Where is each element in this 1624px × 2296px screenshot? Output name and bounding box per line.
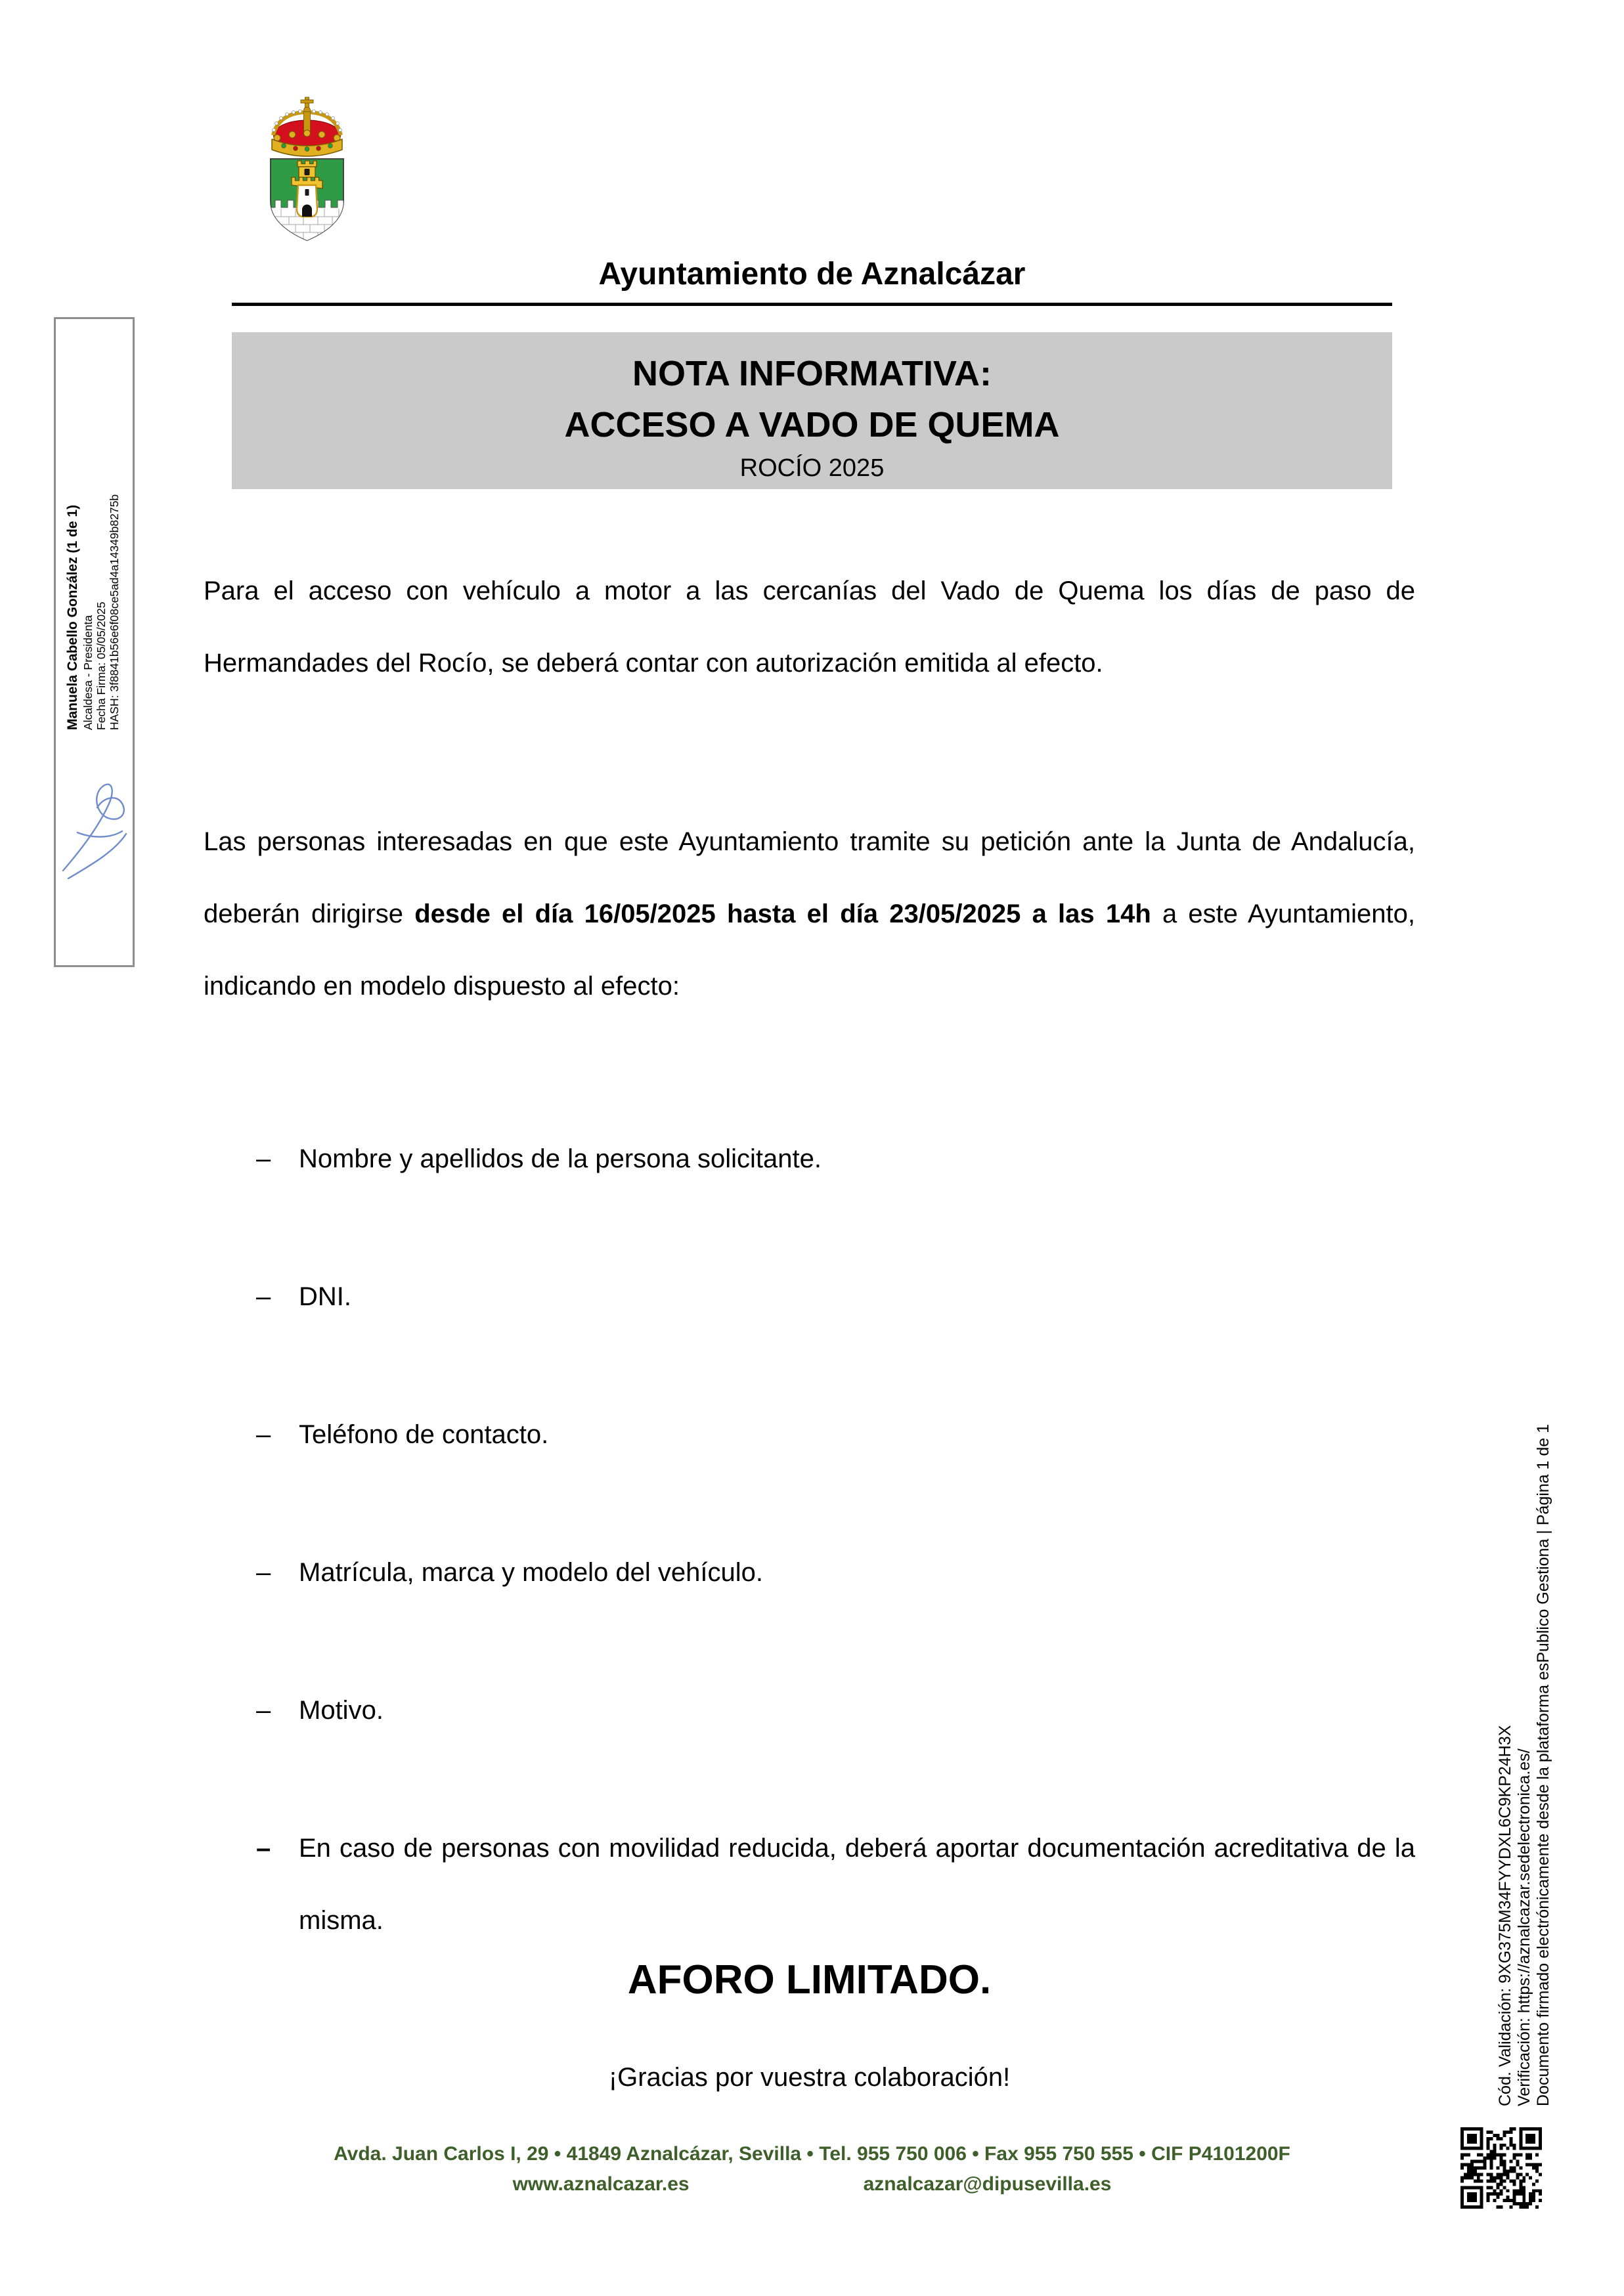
- shield: [269, 159, 349, 244]
- bullet-dash: –: [256, 1420, 271, 1449]
- coat-of-arms: [264, 96, 350, 246]
- requirements-list: [204, 1123, 1415, 2022]
- footer: [197, 2139, 1427, 2199]
- list-item: [204, 1812, 1415, 1957]
- bullet-dash: –: [256, 1834, 271, 1863]
- notice-subtitle: ROCÍO 2025: [739, 454, 885, 482]
- signature-hash: HASH: 3f8841b56e6f08ce5ad4a14349b8275b: [108, 494, 121, 730]
- list-item-text: En caso de personas con movilidad reducida, deberá aportar documentación acreditativa de la misma.: [299, 1834, 1415, 1935]
- signed-document-note: Documento firmado electrónicamente desde la plataforma esPublico Gestiona | Página 1 de 1: [1534, 1423, 1552, 2106]
- handwritten-signature: [58, 754, 131, 885]
- footer-address: Avda. Juan Carlos I, 29 • 41849 Aznalcázar, Sevilla • Tel. 955 750 006 • Fax 955 750 555 • CIF P4101200F: [334, 2143, 1290, 2165]
- list-item: [204, 1398, 1415, 1471]
- footer-website: www.aznalcazar.es: [512, 2173, 690, 2195]
- list-item-text: Motivo.: [299, 1696, 384, 1725]
- signature-stamp-text: [64, 422, 121, 730]
- thanks-message: ¡Gracias por vuestra colaboración!: [608, 2063, 1011, 2092]
- verification-strip: [1496, 1377, 1553, 2106]
- page-title: Ayuntamiento de Aznalcázar: [598, 257, 1026, 292]
- list-item-text: DNI.: [299, 1282, 351, 1311]
- list-item: [204, 1261, 1415, 1333]
- paragraph-deadline: [204, 806, 1415, 1022]
- bullet-dash: –: [256, 1558, 271, 1587]
- bullet-dash: –: [256, 1282, 271, 1311]
- header-divider: [232, 303, 1392, 306]
- list-item: [204, 1123, 1415, 1195]
- validation-code: Cód. Validación: 9XG375M34FYYDXL6C9KP24H3X: [1496, 1725, 1514, 2106]
- signer-name: Manuela Cabello González (1 de 1): [65, 504, 80, 730]
- list-item-text: Nombre y apellidos de la persona solicitante.: [299, 1144, 822, 1173]
- paragraph-intro: Para el acceso con vehículo a motor a las cercanías del Vado de Quema los días de paso de Hermandades del Rocío, se deberá contar con autorización emitida al efecto.: [204, 576, 1415, 678]
- bullet-dash: –: [256, 1696, 271, 1725]
- paragraph-deadline-after: a este Ayuntamiento, indicando en modelo dispuesto al efecto:: [204, 899, 1415, 1001]
- list-item: [204, 1536, 1415, 1609]
- list-item-text: Teléfono de contacto.: [299, 1420, 549, 1449]
- notice-title-line1: NOTA INFORMATIVA:: [632, 354, 992, 393]
- signature-date: Fecha Firma: 05/05/2025: [95, 601, 108, 730]
- capacity-warning: AFORO LIMITADO.: [627, 1957, 992, 2003]
- notice-title-box: [232, 332, 1392, 489]
- paragraph-deadline-before: Las personas interesadas en que este Ayuntamiento tramite su petición ante la Junta de Andalucía, deberán dirigirse: [204, 827, 1415, 928]
- footer-contacts: [197, 2169, 1427, 2199]
- paragraph-deadline-dates: desde el día 16/05/2025 hasta el día 23/05/2025 a las 14h: [414, 899, 1151, 928]
- crown: [272, 97, 342, 156]
- notice-title-line2: ACCESO A VADO DE QUEMA: [564, 405, 1060, 444]
- qr-code: [1454, 2121, 1548, 2215]
- signer-role: Alcaldesa - Presidenta: [81, 615, 95, 730]
- footer-email: aznalcazar@dipusevilla.es: [863, 2173, 1112, 2195]
- verification-url: Verificación: https://aznalcazar.sedelectronica.es/: [1515, 1748, 1533, 2106]
- list-item: [204, 1674, 1415, 1746]
- list-item-text: Matrícula, marca y modelo del vehículo.: [299, 1558, 763, 1587]
- bullet-dash: –: [256, 1144, 271, 1173]
